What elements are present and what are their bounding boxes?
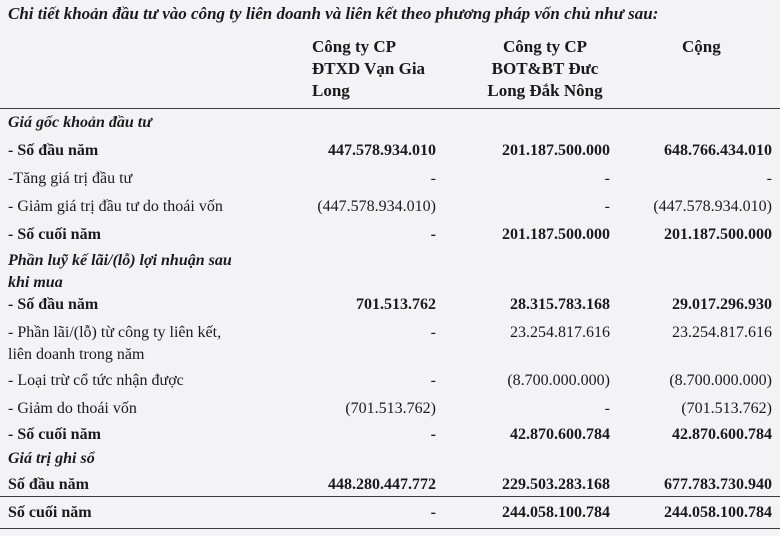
row-label: -Tăng giá trị đầu tư xyxy=(8,170,133,187)
row-label: - Phần lãi/(lỗ) từ công ty liên kết, xyxy=(8,324,222,341)
value-van-gia-long: 448.280.447.772 xyxy=(328,476,436,493)
value-bot-dak-nong: 229.503.283.168 xyxy=(502,476,610,493)
column-header-total xyxy=(682,36,721,58)
row-label: Số đầu năm xyxy=(8,476,89,493)
value-bot-dak-nong: 23.254.817.616 xyxy=(510,324,610,341)
column-header-line: ĐTXD Vạn Gia xyxy=(312,59,426,78)
column-header-line: Long xyxy=(312,81,350,100)
row-label: Số cuối năm xyxy=(8,504,92,521)
value-total: (701.513.762) xyxy=(681,400,772,417)
bottom-rule xyxy=(0,528,780,529)
value-bot-dak-nong: 28.315.783.168 xyxy=(510,296,610,313)
header-divider xyxy=(0,108,780,109)
value-total: 244.058.100.784 xyxy=(664,504,772,521)
row-label: Phần luỹ kế lãi/(lỗ) lợi nhuận sau xyxy=(8,252,232,269)
value-van-gia-long: - xyxy=(430,426,436,443)
value-bot-dak-nong: 201.187.500.000 xyxy=(502,226,610,243)
value-total: 29.017.296.930 xyxy=(672,296,772,313)
row-label: Giá trị ghi sổ xyxy=(8,450,95,467)
row-label: - Số đầu năm xyxy=(8,296,99,313)
value-bot-dak-nong: 201.187.500.000 xyxy=(502,142,610,159)
row-label: - Số cuối năm xyxy=(8,226,101,243)
value-van-gia-long: 701.513.762 xyxy=(356,296,436,313)
value-bot-dak-nong: (8.700.000.000) xyxy=(507,372,610,389)
value-van-gia-long: - xyxy=(430,324,436,341)
table-heading: Chi tiết khoản đầu tư vào công ty liên doanh và liên kết theo phương pháp vốn chủ như sau: xyxy=(8,4,659,23)
row-label: liên doanh trong năm xyxy=(8,346,145,363)
column-header-line: Công ty CP xyxy=(502,37,588,56)
column-header-van-gia-long xyxy=(312,36,425,102)
value-bot-dak-nong: - xyxy=(604,170,610,187)
value-van-gia-long: (701.513.762) xyxy=(345,400,436,417)
value-van-gia-long: - xyxy=(430,226,436,243)
row-label: Giá gốc khoản đầu tư xyxy=(8,114,152,131)
column-header-line: Cộng xyxy=(682,37,721,56)
row-label: - Số cuối năm xyxy=(8,426,101,443)
value-bot-dak-nong: - xyxy=(604,400,610,417)
value-van-gia-long: (447.578.934.010) xyxy=(317,198,436,215)
row-label: - Số đầu năm xyxy=(8,142,99,159)
value-total: 677.783.730.940 xyxy=(664,476,772,493)
value-total: 42.870.600.784 xyxy=(672,426,772,443)
row-label: - Loại trừ cổ tức nhận được xyxy=(8,372,184,389)
value-total: 648.766.434.010 xyxy=(664,142,772,159)
row-label: - Giảm do thoái vốn xyxy=(8,400,137,417)
row-label: khi mua xyxy=(8,274,63,291)
value-bot-dak-nong: 244.058.100.784 xyxy=(502,504,610,521)
row-label: - Giảm giá trị đầu tư do thoái vốn xyxy=(8,198,223,215)
total-divider xyxy=(0,496,780,497)
column-header-bot-dak-nong xyxy=(470,36,620,102)
value-van-gia-long: - xyxy=(430,170,436,187)
column-header-line: Công ty CP xyxy=(312,37,397,56)
value-total: (8.700.000.000) xyxy=(669,372,772,389)
value-van-gia-long: - xyxy=(430,504,436,521)
value-total: 201.187.500.000 xyxy=(664,226,772,243)
value-total: - xyxy=(766,170,772,187)
value-total: 23.254.817.616 xyxy=(672,324,772,341)
column-header-line: Long Đắk Nông xyxy=(487,81,603,100)
value-bot-dak-nong: - xyxy=(604,198,610,215)
value-van-gia-long: 447.578.934.010 xyxy=(328,142,436,159)
column-header-line: BOT&BT Đưc xyxy=(491,59,599,78)
value-total: (447.578.934.010) xyxy=(653,198,772,215)
value-bot-dak-nong: 42.870.600.784 xyxy=(510,426,610,443)
value-van-gia-long: - xyxy=(430,372,436,389)
